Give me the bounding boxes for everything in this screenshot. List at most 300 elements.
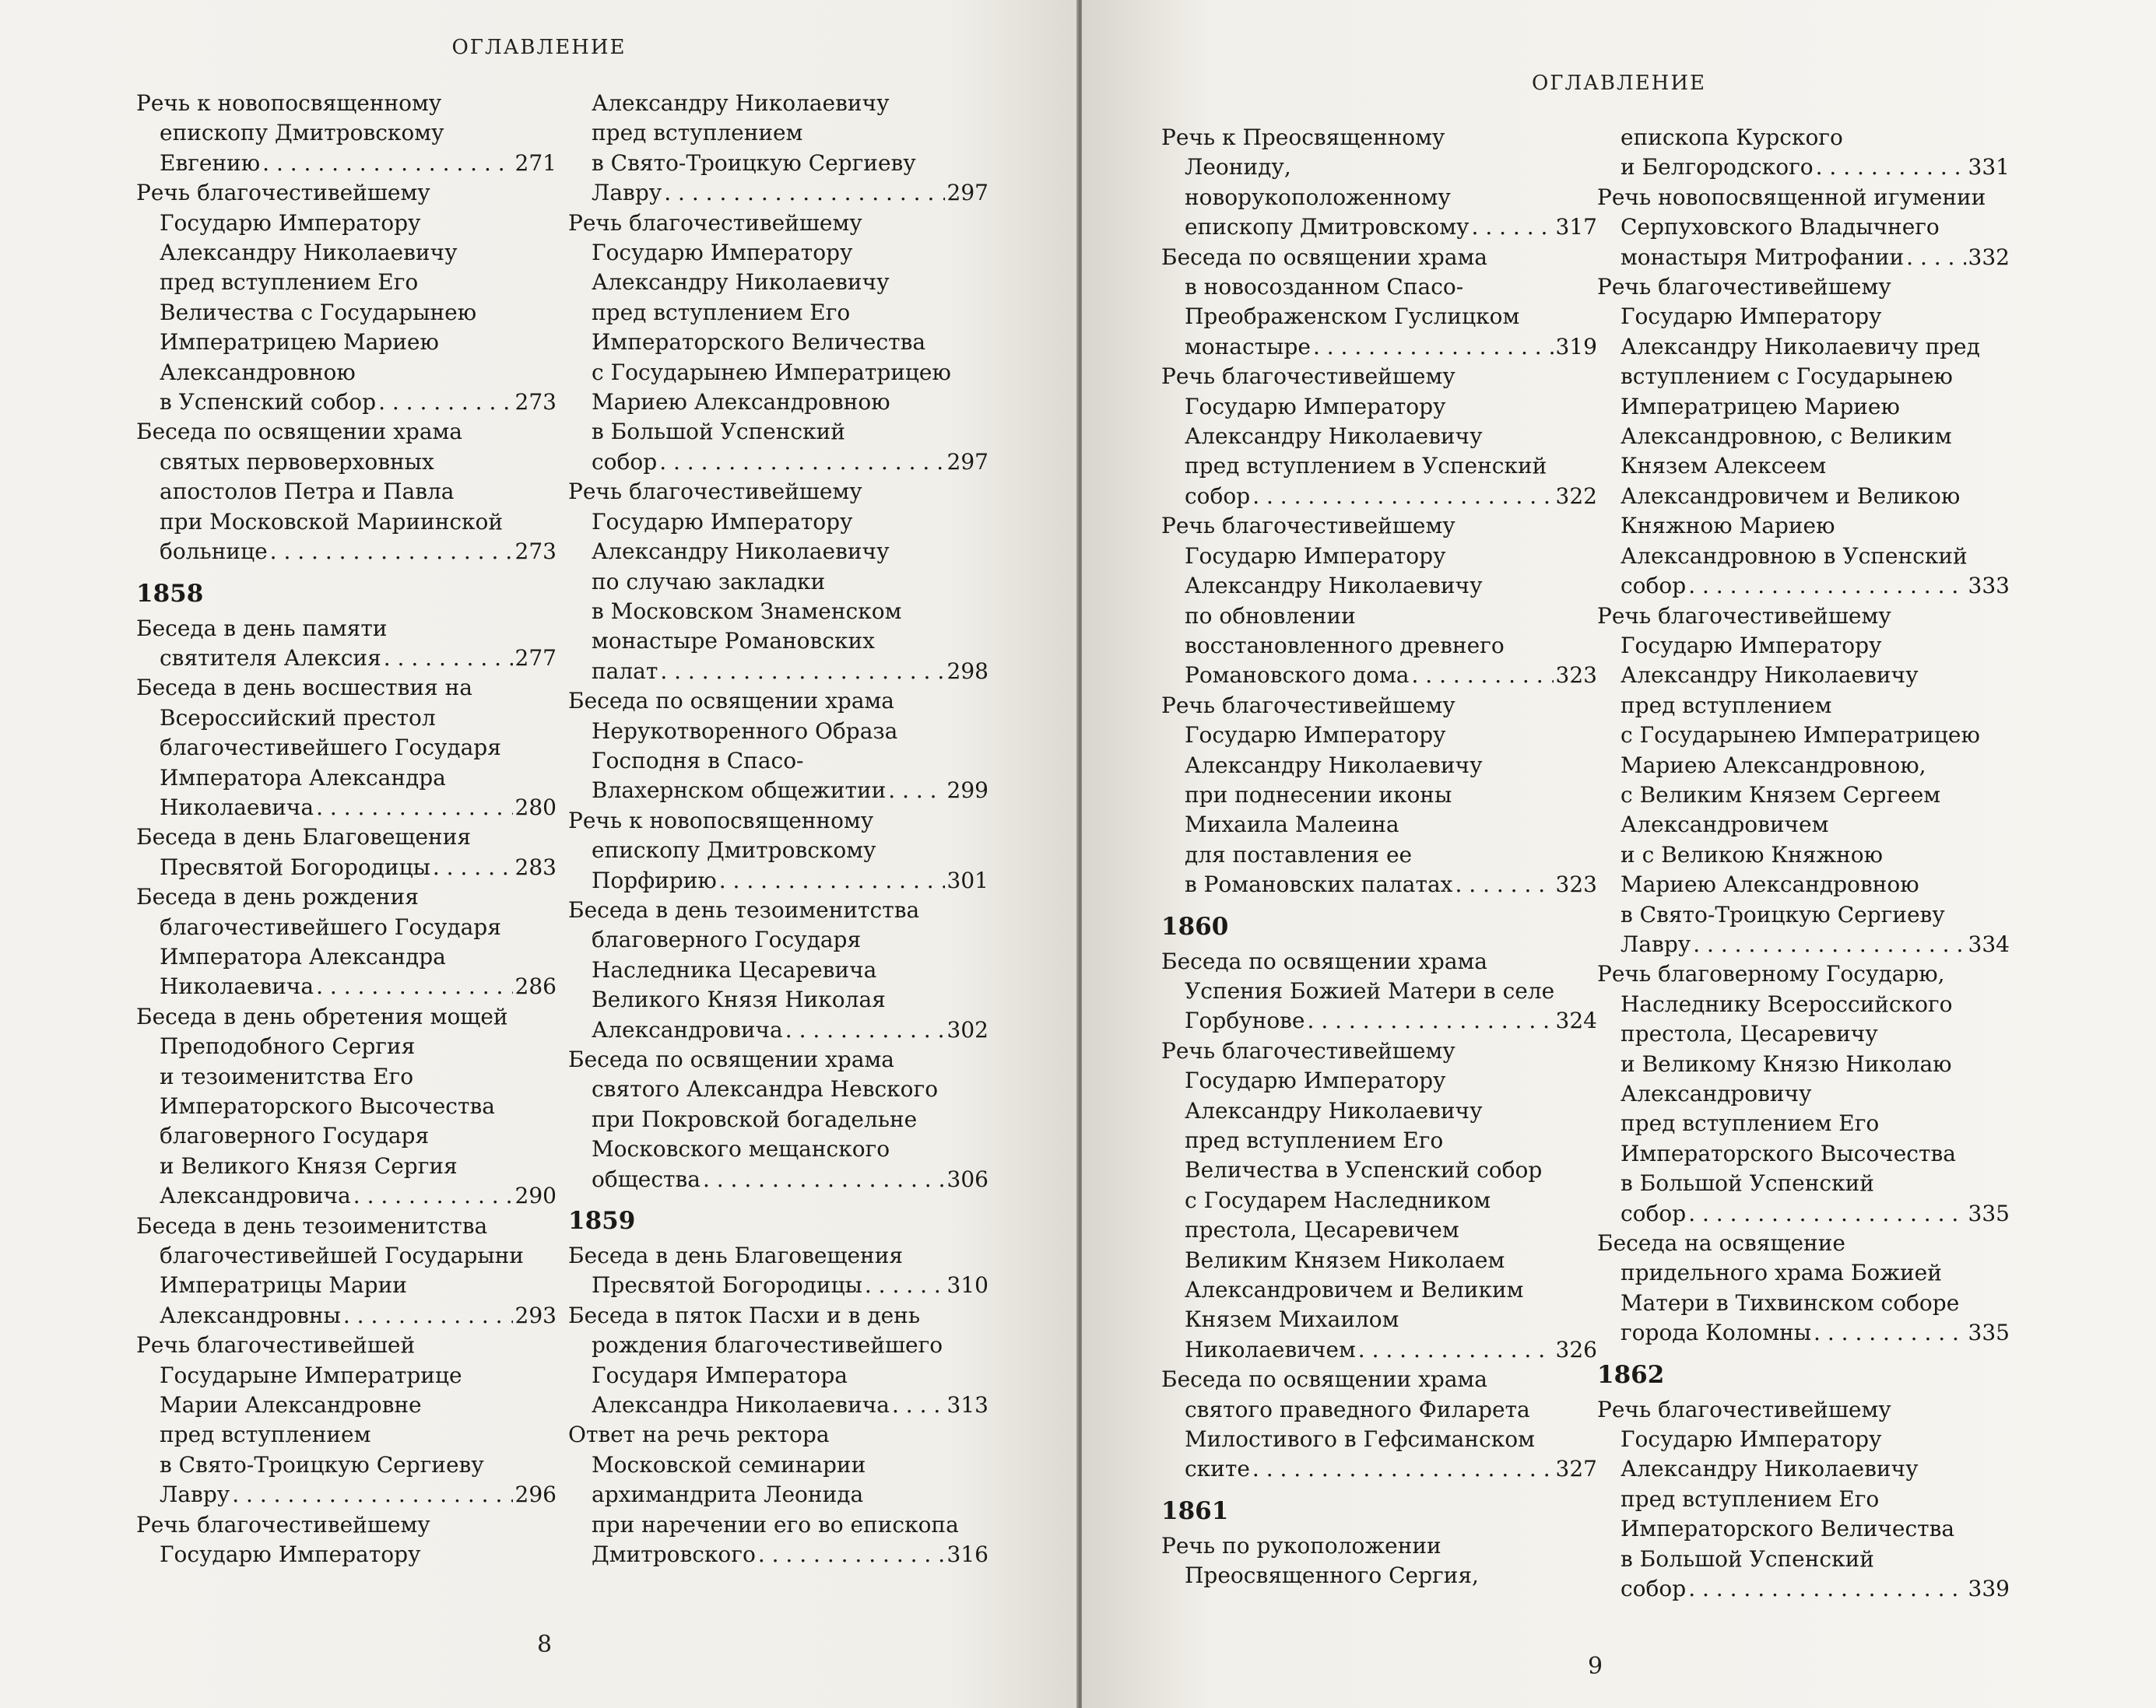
toc-column: [136, 89, 557, 1570]
toc-entry-line: Александру Николаевичу: [1185, 423, 1483, 450]
toc-entry[interactable]: [136, 1331, 557, 1510]
toc-entry[interactable]: [136, 822, 557, 882]
dot-leader: [316, 793, 512, 822]
toc-entry-line: Михаила Малеина: [1185, 812, 1399, 838]
toc-entry[interactable]: [568, 1420, 988, 1569]
toc-entry-line: с Государынею Императрицею: [1621, 722, 1980, 749]
toc-entry[interactable]: [1161, 1531, 1597, 1591]
toc-entry-line: Государю Императору: [160, 209, 421, 236]
toc-page-number: 290: [514, 1183, 557, 1209]
toc-page-number: 316: [946, 1541, 988, 1568]
toc-entry-line: благоверного Государя: [592, 927, 862, 953]
toc-entry-line: Императора Александра: [160, 943, 446, 970]
toc-page-number: 293: [514, 1302, 557, 1328]
dot-leader: [1308, 1006, 1554, 1036]
toc-entry-line: Речь благочестивейшей: [136, 1332, 416, 1359]
toc-page-number: 335: [1968, 1200, 2010, 1226]
page-number: 9: [1588, 1653, 1603, 1680]
toc-entry-line: рождения благочестивейшего: [592, 1332, 943, 1359]
toc-entry-line: Беседа по освящении храма: [1161, 948, 1487, 974]
dot-leader: [785, 1015, 945, 1045]
toc-entry-line: Речь по рукоположении: [1161, 1532, 1441, 1559]
toc-entry-line: в Московском Знаменском: [592, 598, 902, 624]
toc-entry-line: Беседа в день рождения: [136, 884, 419, 910]
toc-entry[interactable]: [136, 1212, 557, 1331]
toc-entry-line: Императрицею Мариею: [160, 329, 439, 356]
year-heading: 1859: [568, 1207, 636, 1236]
toc-entry-line: благочестивейшего Государя: [160, 914, 501, 940]
toc-page-number: 323: [1555, 872, 1597, 898]
running-head: ОГЛАВЛЕНИЕ: [1531, 72, 1707, 95]
toc-entry-line: Успения Божией Матери в селе: [1185, 977, 1555, 1004]
toc-entry-line: с Великим Князем Сергеем: [1621, 781, 1941, 808]
toc-entry[interactable]: [1161, 123, 1597, 243]
dot-leader: [1688, 571, 1965, 601]
toc-entry-line: Александру Николаевичу: [592, 538, 890, 565]
toc-column: [568, 89, 988, 1570]
toc-entry-line: Преображенском Гуслицком: [1185, 303, 1520, 330]
toc-entry[interactable]: [568, 1241, 988, 1301]
toc-entry-line: Беседа по освящении храма: [136, 419, 462, 445]
toc-page-number: 301: [946, 867, 988, 893]
toc-page-number: 322: [1555, 482, 1597, 509]
toc-entry-line: Государю Императору: [1621, 1426, 1882, 1453]
toc-entry-line: в Свято-Троицкую Сергиеву: [1621, 901, 1945, 928]
dot-leader: [660, 657, 944, 686]
toc-entry-line: Серпуховского Владычнего: [1621, 214, 1940, 240]
toc-entry-line: в Большой Успенский: [592, 419, 845, 445]
dot-leader: [664, 178, 944, 208]
dot-leader: [1358, 1335, 1554, 1365]
toc-page-number: 296: [514, 1482, 557, 1508]
toc-entry-line: Речь к Преосвященному: [1161, 125, 1445, 150]
toc-entry-line: святого праведного Филарета: [1185, 1396, 1530, 1422]
toc-entry-line: больнице: [160, 538, 268, 565]
toc-entry-line: Императрицы Марии: [160, 1272, 407, 1299]
toc-entry[interactable]: [136, 882, 557, 1002]
toc-entry-line: благочестивейшего Государя: [160, 735, 501, 761]
dot-leader: [892, 1391, 945, 1420]
toc-entry-line: Речь к новопосвященному: [568, 807, 874, 833]
toc-entry-line: в Романовских палатах: [1185, 872, 1453, 898]
toc-entry[interactable]: [136, 1510, 557, 1570]
toc-entry-line: Беседа по освящении храма: [568, 688, 894, 714]
dot-leader: [378, 388, 512, 417]
toc-entry-line: Речь благочестивейшему: [136, 1511, 430, 1538]
toc-entry-line: Лавру: [592, 180, 662, 206]
toc-entry-line: Беседа в день восшествия на: [136, 675, 472, 701]
toc-entry-line: Речь к новопосвященному: [136, 90, 442, 116]
toc-entry-line: ските: [1185, 1456, 1250, 1482]
toc-entry-line: Речь благочестивейшему: [1597, 602, 1891, 629]
toc-entry-line: Князем Михаилом: [1185, 1306, 1399, 1333]
toc-entry-line: при Покровской богадельне: [592, 1106, 918, 1132]
toc-page-number: 299: [946, 777, 988, 804]
toc-entry[interactable]: [1597, 959, 2010, 1229]
toc-entry-line: Александровною: [160, 359, 356, 385]
toc-entry[interactable]: [1161, 362, 1597, 511]
dot-leader: [343, 1301, 513, 1331]
toc-entry-line: Речь новопосвященной игумении: [1597, 184, 1986, 210]
toc-entry-line: по обновлении: [1185, 602, 1356, 629]
toc-entry-line: в Успенский собор: [160, 389, 377, 416]
toc-entry-line: Императора Александра: [160, 764, 446, 791]
toc-entry[interactable]: [1161, 947, 1597, 1036]
toc-entry-line: Нерукотворенного Образа: [592, 717, 898, 744]
toc-entry-line: Государыне Императрице: [160, 1362, 462, 1388]
toc-entry-line: Московской семинарии: [592, 1451, 866, 1478]
toc-entry-line: Наследника Цесаревича: [592, 956, 877, 983]
toc-entry-line: Императорского Высочества: [1621, 1140, 1956, 1166]
toc-entry-line: Александру Николаевичу: [1621, 1456, 1919, 1482]
toc-entry-line: Речь благочестивейшему: [1597, 274, 1891, 300]
toc-entry-line: для поставления ее: [1185, 841, 1413, 868]
toc-entry-line: Господня в Спасо-: [592, 747, 804, 773]
toc-entry-line: Величества в Успенский собор: [1185, 1157, 1543, 1184]
toc-entry-line: и тезоименитства Его: [160, 1063, 414, 1089]
toc-entry-line: Мариею Александровною: [592, 389, 890, 416]
toc-entry-line: Беседа по освящении храма: [1161, 244, 1487, 270]
toc-entry-line: Величества с Государынею: [160, 299, 477, 325]
toc-entry-line: Императорского Величества: [592, 329, 926, 356]
toc-entry-line: Речь благочестивейшему: [568, 209, 862, 236]
toc-entry-line: святых первоверховных: [160, 448, 434, 475]
toc-page-number: 334: [1968, 931, 2010, 957]
toc-entry-line: Александровича: [160, 1183, 351, 1209]
toc-entry[interactable]: [136, 1002, 557, 1212]
toc-entry-line: Князем Алексеем: [1621, 453, 1827, 479]
toc-entry-line: Лавру: [160, 1482, 230, 1508]
toc-entry-line: Преосвященного Сергия,: [1185, 1562, 1479, 1589]
toc-page-number: 324: [1555, 1008, 1597, 1034]
toc-entry-line: в Свято-Троицкую Сергиеву: [592, 149, 916, 176]
toc-page-number: 297: [946, 448, 988, 475]
toc-entry[interactable]: [1161, 243, 1597, 363]
toc-entry-line: Евгению: [160, 149, 261, 176]
toc-page-number: 310: [946, 1272, 988, 1299]
toc-entry-line: епископу Дмитровскому: [160, 120, 444, 146]
toc-entry-line: Порфирию: [592, 867, 717, 893]
toc-entry-line: Александровичу: [1621, 1081, 1812, 1107]
toc-entry[interactable]: [568, 896, 988, 1045]
toc-page-number: 332: [1968, 244, 2010, 270]
toc-entry-line: Александру Николаевичу: [1185, 752, 1483, 778]
toc-entry-line: Речь благочестивейшему: [568, 479, 862, 505]
year-heading: 1862: [1597, 1360, 1665, 1389]
toc-entry-line: Мариею Александровною: [1621, 872, 1919, 898]
toc-page-number: 302: [946, 1016, 988, 1043]
year-heading: 1858: [136, 579, 204, 608]
toc-entry-line: придельного храма Божией: [1621, 1260, 1942, 1286]
toc-entry-line: Александровичем: [1621, 812, 1829, 838]
dot-leader: [1906, 243, 1965, 272]
toc-entry-line: Леониду,: [1185, 154, 1291, 181]
year-heading: 1861: [1161, 1496, 1229, 1525]
toc-entry-line: епископа Курского: [1621, 125, 1843, 150]
dot-leader: [703, 1165, 945, 1194]
toc-entry-line: Лавру: [1621, 931, 1691, 957]
toc-entry-line: Речь благочестивейшему: [136, 180, 430, 206]
toc-entry-line: Александра Николаевича: [592, 1392, 890, 1419]
toc-entry-line: в новосозданном Спасо-: [1185, 274, 1464, 300]
toc-page-number: 273: [514, 538, 557, 565]
toc-page-number: 326: [1555, 1336, 1597, 1363]
toc-entry-line: Наследнику Всероссийского: [1621, 991, 1953, 1017]
toc-entry-line: Московского мещанского: [592, 1136, 890, 1163]
toc-entry[interactable]: [136, 417, 557, 566]
year-heading: 1860: [1161, 912, 1229, 941]
toc-entry-line: Александровны: [160, 1302, 341, 1328]
toc-entry-line: Всероссийский престол: [160, 704, 436, 731]
toc-entry-line: вступлением с Государынею: [1621, 363, 1953, 390]
toc-entry[interactable]: [568, 209, 988, 478]
toc-entry[interactable]: [136, 673, 557, 822]
dot-leader: [659, 447, 944, 477]
toc-page-number: 283: [514, 854, 557, 880]
dot-leader: [1313, 332, 1554, 362]
toc-entry-line: Государю Императору: [592, 508, 853, 535]
toc-entry-line: пред вступлением: [160, 1422, 371, 1448]
dot-leader: [232, 1480, 512, 1510]
toc-entry-line: Александровича: [592, 1016, 783, 1043]
toc-entry-line: Александру Николаевичу пред: [1621, 333, 1980, 359]
toc-page-number: 273: [514, 389, 557, 416]
dot-leader: [888, 776, 944, 805]
toc-entry-line: Александровною в Успенский: [1621, 542, 1968, 569]
toc-page-number: 280: [514, 794, 557, 820]
toc-entry-line: благочестивейшей Государыни: [160, 1243, 524, 1269]
toc-entry[interactable]: [1597, 123, 2010, 183]
toc-entry-line: Александру Николаевичу: [1621, 662, 1919, 689]
dot-leader: [1816, 153, 1966, 182]
running-head: ОГЛАВЛЕНИЕ: [451, 36, 627, 59]
toc-entry[interactable]: [1161, 1036, 1597, 1365]
toc-entry-line: Преподобного Сергия: [160, 1033, 416, 1060]
toc-entry-line: Александровною, с Великим: [1621, 423, 1952, 450]
toc-entry-line: Николаевичем: [1185, 1336, 1356, 1363]
dot-leader: [1252, 482, 1553, 511]
toc-entry-line: в Свято-Троицкую Сергиеву: [160, 1451, 484, 1478]
toc-entry-line: Государю Императору: [1185, 542, 1446, 569]
toc-entry-line: Императрицею Мариею: [1621, 393, 1900, 419]
toc-entry-line: Романовского дома: [1185, 662, 1410, 689]
dot-leader: [1472, 212, 1554, 242]
toc-entry-line: апостолов Петра и Павла: [160, 479, 455, 505]
toc-entry-line: Пресвятой Богородицы: [592, 1272, 862, 1299]
toc-entry-line: монастыре: [1185, 333, 1311, 359]
toc-entry-line: Ответ на речь ректора: [568, 1422, 830, 1448]
toc-entry-line: монастыре Романовских: [592, 628, 875, 654]
dot-leader: [1688, 1574, 1965, 1604]
dot-leader: [1814, 1318, 1966, 1348]
toc-entry-line: престола, Цесаревичем: [1185, 1217, 1459, 1243]
toc-entry-line: Беседа в день памяти: [136, 615, 388, 641]
toc-entry[interactable]: [1597, 1395, 2010, 1605]
toc-entry[interactable]: [1597, 601, 2010, 960]
toc-entry-line: Государю Императору: [160, 1541, 421, 1568]
toc-entry-line: пред вступлением: [1621, 692, 1832, 718]
toc-entry-line: Беседа в день тезоименитства: [136, 1212, 488, 1239]
toc-entry-line: Княжною Мариею: [1621, 513, 1835, 539]
toc-entry-line: Государю Императору: [1185, 393, 1446, 419]
dot-leader: [270, 537, 513, 566]
toc-entry-line: Дмитровского: [592, 1541, 756, 1568]
toc-entry-line: Императорского Высочества: [160, 1093, 495, 1119]
toc-entry-line: пред вступлением: [592, 120, 803, 146]
toc-entry[interactable]: [1597, 1229, 2010, 1349]
toc-entry-line: собор: [1621, 573, 1687, 599]
toc-entry-line: престола, Цесаревичу: [1621, 1021, 1878, 1047]
right-page: [1082, 0, 2156, 1708]
toc-page-number: 335: [1968, 1320, 2010, 1346]
dot-leader: [865, 1271, 945, 1300]
toc-entry[interactable]: [136, 178, 557, 417]
toc-entry[interactable]: [1161, 511, 1597, 690]
toc-page-number: 333: [1968, 573, 2010, 599]
toc-page-number: 317: [1555, 214, 1597, 240]
toc-entry-line: святителя Алексия: [160, 644, 381, 671]
toc-entry-line: Великого Князя Николая: [592, 987, 886, 1013]
dot-leader: [758, 1540, 945, 1569]
toc-entry-line: при наречении его во епископа: [592, 1511, 959, 1538]
toc-entry-line: Пресвятой Богородицы: [160, 854, 430, 880]
toc-entry[interactable]: [568, 806, 988, 896]
toc-entry-line: Мариею Александровною,: [1621, 752, 1926, 778]
toc-entry-line: восстановленного древнего: [1185, 632, 1505, 658]
toc-entry-line: Александру Николаевичу: [592, 90, 890, 116]
toc-entry[interactable]: [568, 1045, 988, 1194]
dot-leader: [1252, 1454, 1554, 1484]
toc-entry-line: Государю Императору: [1621, 303, 1882, 330]
toc-entry-line: пред вступлением Его: [1621, 1110, 1880, 1137]
toc-entry-line: Государю Императору: [1185, 1068, 1446, 1094]
toc-page-number: 331: [1968, 154, 2010, 181]
toc-entry-line: Беседа по освящении храма: [568, 1047, 894, 1072]
toc-entry-line: Александру Николаевичу: [1185, 573, 1483, 599]
toc-entry[interactable]: [1161, 1365, 1597, 1485]
toc-page-number: 313: [946, 1392, 988, 1419]
toc-entry-line: в Большой Успенский: [1621, 1170, 1874, 1197]
dot-leader: [384, 644, 513, 673]
toc-entry-line: епископу Дмитровскому: [1185, 214, 1470, 240]
toc-entry-line: Беседа в пяток Пасхи и в день: [568, 1302, 921, 1328]
toc-entry[interactable]: [568, 1301, 988, 1421]
toc-entry-line: и Великому Князю Николаю: [1621, 1050, 1952, 1077]
toc-entry-line: епископу Дмитровскому: [592, 837, 876, 864]
toc-entry-line: Николаевича: [160, 794, 314, 820]
toc-entry[interactable]: [136, 89, 557, 178]
toc-entry-line: и Белгородского: [1621, 154, 1814, 181]
toc-entry-line: с Государем Наследником: [1185, 1187, 1491, 1213]
toc-column: [1161, 123, 1597, 1591]
toc-entry-line: Николаевича: [160, 973, 314, 1000]
dot-leader: [353, 1181, 513, 1211]
toc-entry-line: Речь благочестивейшему: [1161, 1037, 1455, 1064]
toc-entry-line: Александру Николаевичу: [592, 269, 890, 296]
toc-page-number: 277: [514, 644, 557, 671]
toc-entry[interactable]: [1597, 272, 2010, 601]
toc-entry-line: святого Александра Невского: [592, 1076, 939, 1103]
toc-entry-line: Горбунове: [1185, 1008, 1305, 1034]
toc-entry-line: Беседа в день Благовещения: [136, 824, 472, 850]
toc-entry-line: пред вступлением Его: [1621, 1485, 1880, 1512]
dot-leader: [433, 853, 513, 882]
toc-entry-line: Беседа на освящение: [1597, 1230, 1845, 1257]
toc-entry-line: Речь благочестивейшему: [1161, 513, 1455, 539]
toc-entry-line: Речь благоверному Государю,: [1597, 961, 1945, 987]
toc-entry-line: благоверного Государя: [160, 1123, 430, 1149]
toc-entry-line: Марии Александровне: [160, 1392, 422, 1419]
toc-entry-line: собор: [1621, 1200, 1687, 1226]
toc-entry-line: собор: [1185, 482, 1251, 509]
toc-entry-line: Александровичем и Великим: [1185, 1277, 1524, 1303]
toc-column: [1597, 123, 2010, 1605]
toc-entry-line: Беседа в день обретения мощей: [136, 1003, 508, 1029]
toc-entry-line: пред вступлением в Успенский: [1185, 453, 1547, 479]
toc-page-number: 297: [946, 180, 988, 206]
toc-entry-line: города Коломны: [1621, 1320, 1812, 1346]
toc-entry[interactable]: [568, 89, 988, 209]
toc-entry-line: Великим Князем Николаем: [1185, 1247, 1505, 1273]
toc-entry[interactable]: [136, 614, 557, 674]
toc-entry-line: Александру Николаевичу: [160, 240, 458, 266]
dot-leader: [1693, 930, 1965, 959]
toc-page-number: 319: [1555, 333, 1597, 359]
toc-entry-line: Речь благочестивейшему: [1161, 363, 1455, 390]
toc-entry-line: Государя Императора: [592, 1362, 848, 1388]
toc-entry-line: Императорского Величества: [1621, 1516, 1955, 1542]
toc-entry-line: Александровичем и Великою: [1621, 482, 1961, 509]
dot-leader: [316, 972, 512, 1001]
toc-page-number: 339: [1968, 1576, 2010, 1602]
dot-leader: [262, 149, 512, 178]
toc-entry[interactable]: [568, 477, 988, 686]
dot-leader: [1412, 661, 1554, 690]
toc-entry-line: пред вступлением Его: [592, 299, 851, 325]
toc-entry-line: Беседа в день тезоименитства: [568, 896, 920, 923]
dot-leader: [1688, 1199, 1965, 1229]
toc-entry-line: при Московской Мариинской: [160, 508, 504, 535]
toc-page-number: 298: [946, 658, 988, 684]
toc-entry-line: в Большой Успенский: [1621, 1545, 1874, 1572]
toc-entry-line: палат: [592, 658, 658, 684]
toc-entry-line: Государю Императору: [1185, 722, 1446, 749]
dot-leader: [1455, 870, 1553, 900]
toc-entry-line: Влахернском общежитии: [592, 777, 887, 804]
toc-entry[interactable]: [1161, 691, 1597, 900]
toc-entry-line: собор: [592, 448, 658, 475]
toc-entry-line: Матери в Тихвинском соборе: [1621, 1289, 1960, 1316]
page-number: 8: [537, 1631, 553, 1658]
toc-page-number: 306: [946, 1166, 988, 1192]
toc-entry-line: при поднесении иконы: [1185, 781, 1452, 808]
toc-entry-line: Речь благочестивейшему: [1597, 1396, 1891, 1422]
toc-entry[interactable]: [1597, 183, 2010, 272]
toc-entry-line: архимандрита Леонида: [592, 1482, 864, 1508]
toc-page-number: 323: [1555, 662, 1597, 689]
toc-entry[interactable]: [568, 686, 988, 806]
toc-entry-line: Милостивого в Гефсиманском: [1185, 1426, 1535, 1453]
toc-entry-line: Александру Николаевичу: [1185, 1097, 1483, 1124]
toc-entry-line: Государю Императору: [1621, 632, 1882, 658]
toc-entry-line: новорукоположенному: [1185, 184, 1451, 210]
toc-entry-line: общества: [592, 1166, 701, 1192]
toc-entry-line: пред вступлением Его: [160, 269, 419, 296]
toc-page-number: 286: [514, 973, 557, 1000]
toc-entry-line: с Государынею Императрицею: [592, 359, 951, 385]
toc-page-number: 271: [514, 149, 557, 176]
toc-entry-line: по случаю закладки: [592, 568, 826, 594]
